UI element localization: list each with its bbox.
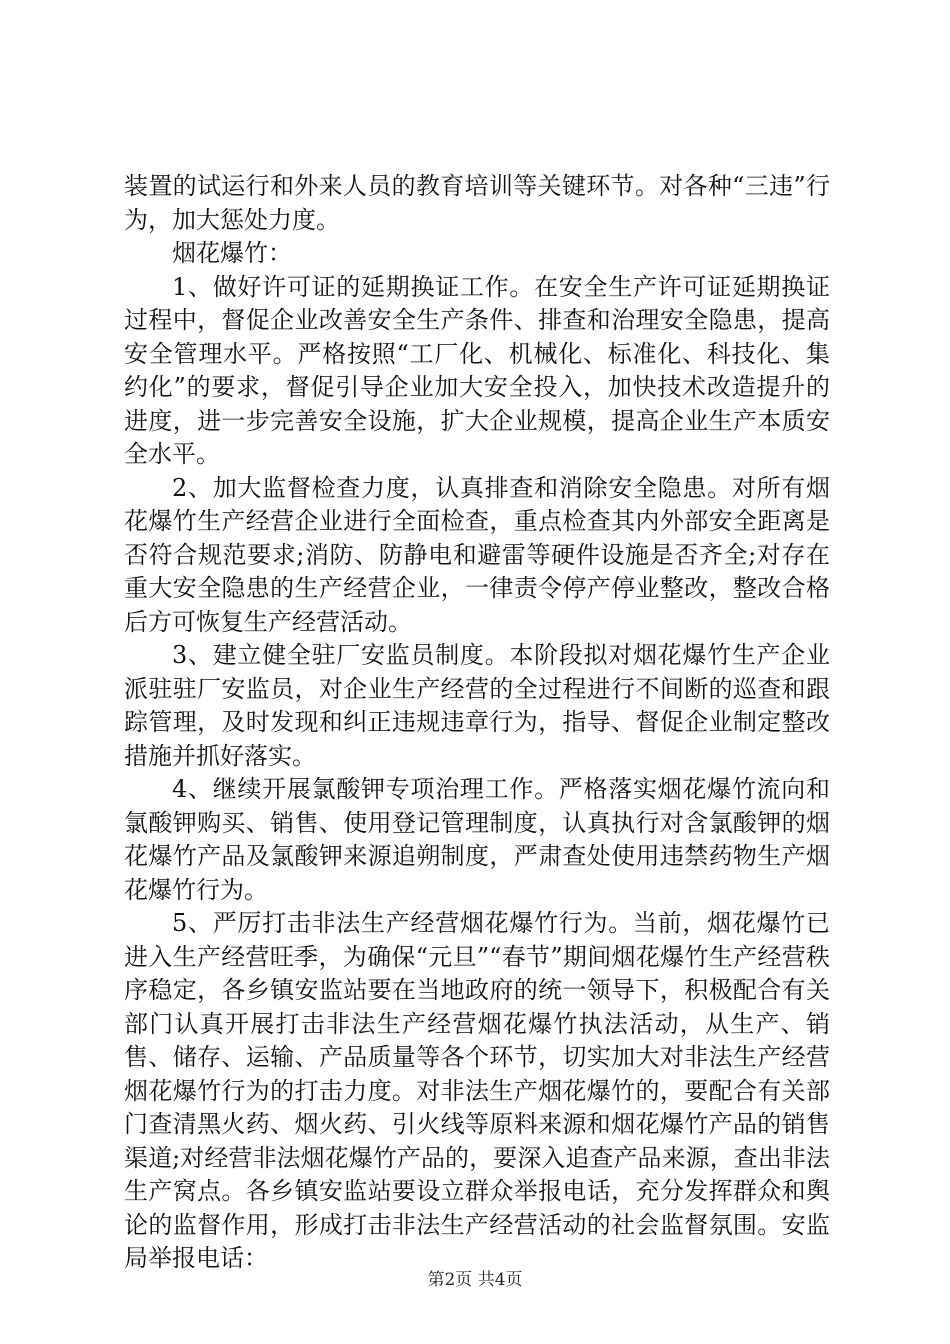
paragraph-item-5: 5、严厉打击非法生产经营烟花爆竹行为。当前，烟花爆竹已进入生产经营旺季，为确保“元旦”“春节”期间烟花爆竹生产经营秩序稳定，各乡镇安监站要在当地政府的统一领导下，积极配合有关部门认真开展打击非法生产经营烟花爆竹执法活动，从生产、销售、储存、运输、产品质量等各个环节，切实加大对非法生产经营烟花爆竹行为的打击力度。对非法生产烟花爆竹的，要配合有关部门查清黑火药、烟火药、引火线等原料来源和烟花爆竹产品的销售渠道;对经营非法烟花爆竹产品的，要深入追查产品来源，查出非法生产窝点。各乡镇安监站要设立群众举报电话，充分发挥群众和舆论的监督作用，形成打击非法生产经营活动的社会监督氛围。安监局举报电话： [124,909,830,1272]
paragraph-item-4: 4、继续开展氯酸钾专项治理工作。严格落实烟花爆竹流向和氯酸钾购买、销售、使用登记管理制度，认真执行对含氯酸钾的烟花爆竹产品及氯酸钾来源追朔制度，严肃查处使用违禁药物生产烟花爆竹行为。 [124,775,830,904]
section-heading-fireworks: 烟花爆竹： [172,239,292,267]
paragraph-item-3: 3、建立健全驻厂安监员制度。本阶段拟对烟花爆竹生产企业派驻驻厂安监员，对企业生产经营的全过程进行不间断的巡查和跟踪管理，及时发现和纠正违规违章行为，指导、督促企业制定整改措施并抓好落实。 [124,641,830,770]
paragraph-item-1: 1、做好许可证的延期换证工作。在安全生产许可证延期换证过程中，督促企业改善安全生产条件、排查和治理安全隐患，提高安全管理水平。严格按照“工厂化、机械化、标准化、科技化、集约化”的要求，督促引导企业加大安全投入，加快技术改造提升的进度，进一步完善安全设施，扩大企业规模，提高企业生产本质安全水平。 [124,272,830,468]
page-number-footer: 第2页 共4页 [427,1270,523,1290]
paragraph-continuation: 装置的试运行和外来人员的教育培训等关键环节。对各种“三违”行为，加大惩处力度。 [124,172,830,234]
document-body [124,170,830,1276]
paragraph-item-2: 2、加大监督检查力度，认真排查和消除安全隐患。对所有烟花爆竹生产经营企业进行全面检查，重点检查其内外部安全距离是否符合规范要求;消防、防静电和避雷等硬件设施是否齐全;对存在重大安全隐患的生产经营企业，一律责令停产停业整改，整改合格后方可恢复生产经营活动。 [124,473,830,636]
